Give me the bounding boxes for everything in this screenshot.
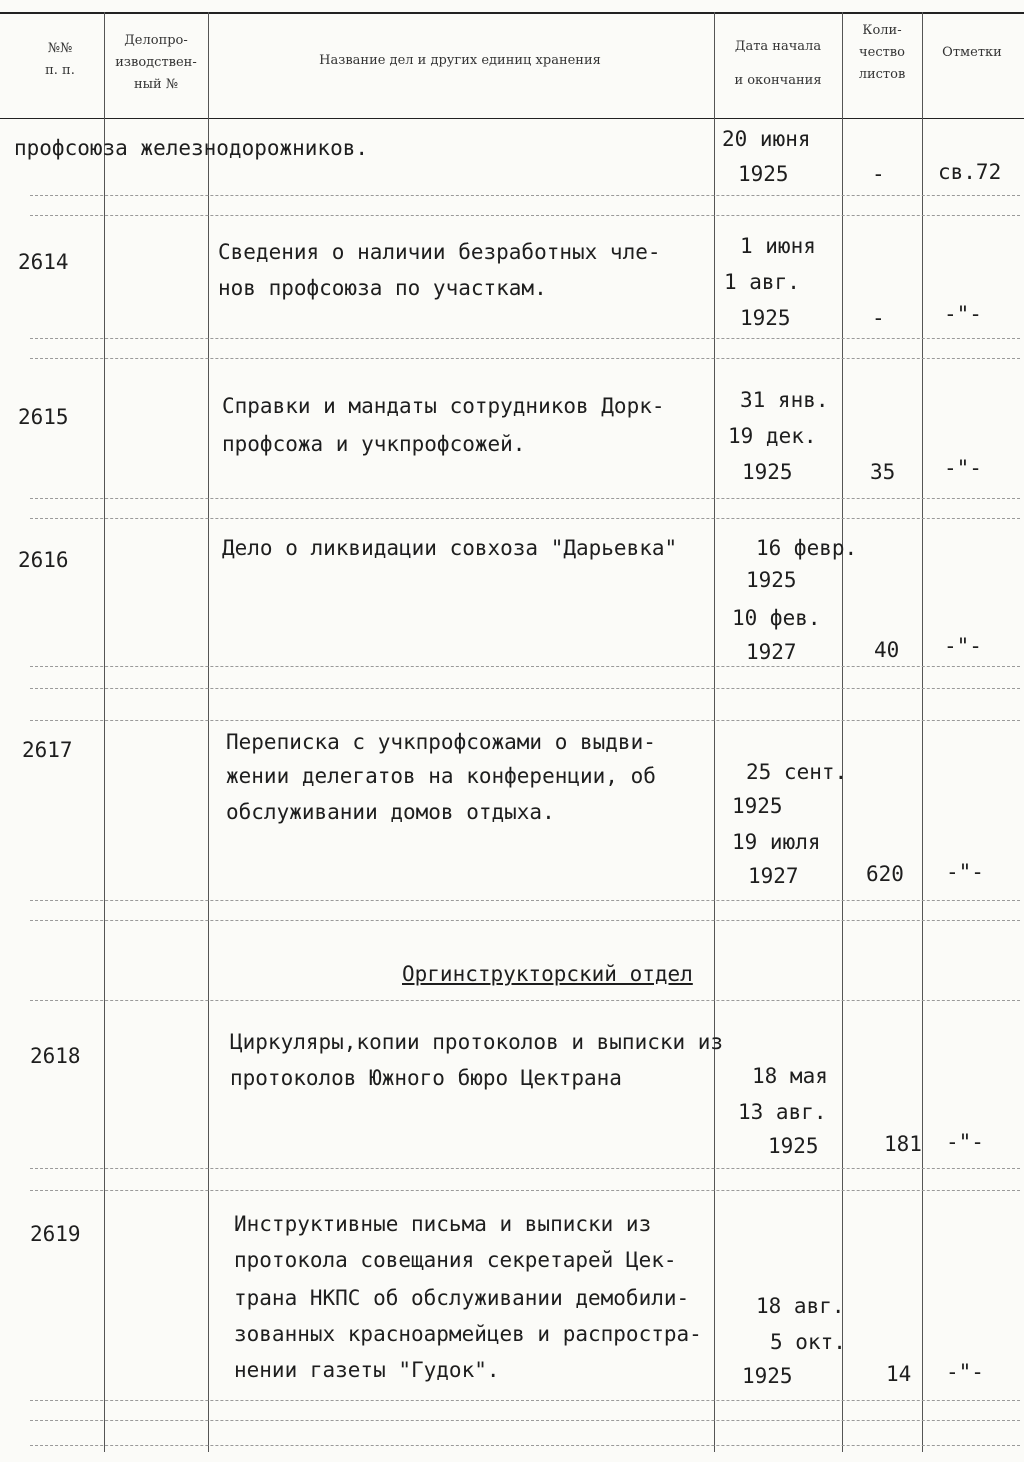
entry-notes: -"- [946, 860, 984, 884]
ruled-line [30, 498, 1020, 499]
ruled-line [30, 1168, 1020, 1169]
entry-date: 1927 [748, 864, 799, 888]
entry-date: 18 авг. [756, 1294, 845, 1318]
entry-title-line: трана НКПС об обслуживании демобили- [234, 1286, 690, 1310]
entry-title-line: профсожа и учкпрофсожей. [222, 432, 526, 456]
ruled-line [30, 1000, 1020, 1001]
top-border [0, 12, 1024, 14]
entry-date: 16 февр. [756, 536, 858, 560]
entry-date: 31 янв. [740, 388, 829, 412]
entry-notes: -"- [946, 1130, 984, 1154]
ruled-line [30, 1400, 1020, 1401]
entry-notes: -"- [946, 1360, 984, 1384]
entry-date: 5 окт. [770, 1330, 846, 1354]
ruled-line [30, 900, 1020, 901]
entry-notes: -"- [944, 456, 982, 480]
entry-date: 19 дек. [728, 424, 817, 448]
ruled-line [30, 688, 1020, 689]
entry-date: 1927 [746, 640, 797, 664]
entry-title-line: зованных красноармейцев и распростра- [234, 1322, 702, 1346]
ruled-line [30, 920, 1020, 921]
ruled-line [30, 666, 1020, 667]
ruled-line [30, 1445, 1020, 1446]
entry-sheets: 14 [886, 1362, 912, 1386]
ruled-line [30, 195, 1020, 196]
column-divider [104, 12, 105, 1452]
entry-sheets: 181 [884, 1132, 922, 1156]
entry-sheets: 35 [870, 460, 896, 484]
column-divider [714, 12, 715, 1452]
entry-title-line: нении газеты "Гудок". [234, 1358, 500, 1382]
entry-date: 10 фев. [732, 606, 821, 630]
entry-date: 19 июля [732, 830, 821, 854]
entry-date: 1925 [746, 568, 797, 592]
entry-date: 13 авг. [738, 1100, 827, 1124]
entry-notes: -"- [944, 634, 982, 658]
header-col-number: №№ п. п. [45, 41, 75, 78]
entry-number: 2616 [18, 548, 69, 572]
entry-title-line: Циркуляры,копии протоколов и выписки из [230, 1030, 724, 1054]
entry-title-line: Дело о ликвидации совхоза "Дарьевка" [222, 536, 678, 560]
entry-date: 1 авг. [724, 270, 800, 294]
entry-date: 1925 [742, 1364, 793, 1388]
entry-title-line: обслуживании домов отдыха. [226, 800, 555, 824]
ruled-line [30, 338, 1020, 339]
entry-notes: св.72 [938, 160, 1002, 184]
ruled-line [30, 1420, 1020, 1421]
entry-title-line: жении делегатов на конференции, об [226, 764, 656, 788]
entry-title-line: профсоюза железнодорожников. [14, 136, 369, 160]
entry-date: 20 июня [722, 127, 811, 151]
ruled-line [30, 518, 1020, 519]
entry-date: 1925 [768, 1134, 819, 1158]
entry-number: 2615 [18, 405, 69, 429]
ruled-line [30, 215, 1020, 216]
entry-date: 1925 [738, 162, 789, 186]
header-col-notes: Отметки [942, 45, 1002, 60]
entry-sheets: - [872, 162, 885, 186]
column-divider [842, 12, 843, 1452]
entry-title-line: протокола совещания секретарей Цек- [234, 1248, 677, 1272]
header-separator [0, 118, 1024, 119]
entry-date: 1 июня [740, 234, 816, 258]
entry-date: 1925 [732, 794, 783, 818]
entry-title-line: Сведения о наличии безработных чле- [218, 240, 661, 264]
entry-sheets: 40 [874, 638, 900, 662]
entry-sheets: - [872, 306, 885, 330]
entry-number: 2618 [30, 1044, 81, 1068]
header-col-dates: Дата начала и окончания [734, 39, 822, 88]
entry-title-line: нов профсоюза по участкам. [218, 276, 547, 300]
entry-date: 18 мая [752, 1064, 828, 1088]
header-col-sheets: Коли- чество листов [858, 23, 906, 82]
ruled-line [30, 1190, 1020, 1191]
entry-title-line: Переписка с учкпрофсожами о выдви- [226, 730, 656, 754]
entry-number: 2614 [18, 250, 69, 274]
ruled-line [30, 720, 1020, 721]
entry-title-line: протоколов Южного бюро Цектрана [230, 1066, 622, 1090]
column-divider [922, 12, 923, 1452]
entry-title-line: Инструктивные письма и выписки из [234, 1212, 652, 1236]
entry-date: 1925 [740, 306, 791, 330]
entry-sheets: 620 [866, 862, 904, 886]
entry-notes: -"- [944, 302, 982, 326]
entry-date: 25 сент. [746, 760, 848, 784]
entry-number: 2617 [22, 738, 73, 762]
header-col-case-number: Делопро- изводствен- ный № [115, 33, 197, 92]
ruled-line [30, 358, 1020, 359]
entry-date: 1925 [742, 460, 793, 484]
header-col-title: Название дел и других единиц хранения [319, 53, 601, 68]
entry-title-line: Справки и мандаты сотрудников Дорк- [222, 394, 665, 418]
section-heading: Оргинструкторский отдел [402, 962, 693, 986]
entry-number: 2619 [30, 1222, 81, 1246]
column-divider [208, 12, 209, 1452]
